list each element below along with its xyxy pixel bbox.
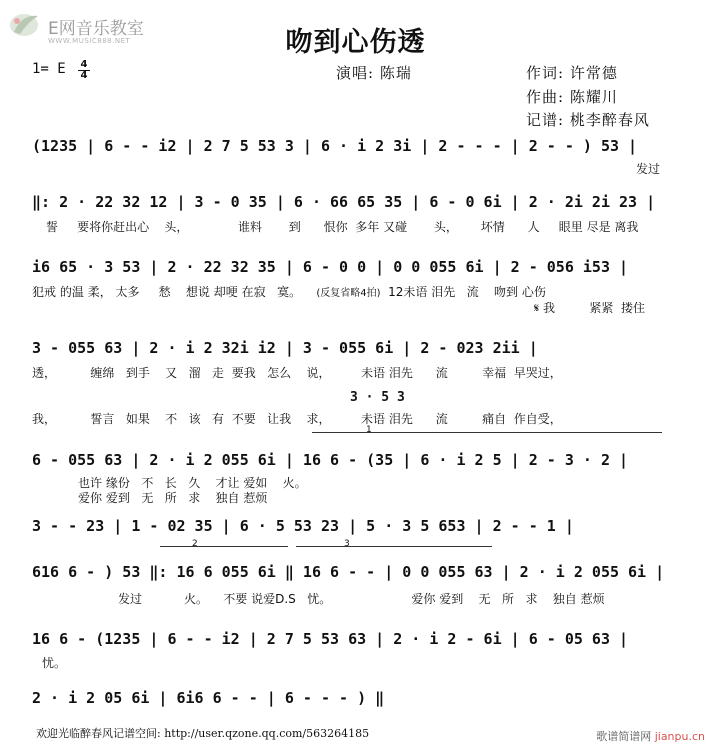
lyric-word: 到手 [125, 366, 150, 380]
logo-url: WWW.MUSIC888.NET [48, 37, 131, 45]
lyric-word: 求， [306, 412, 331, 426]
lyric-word: 缘份 [105, 476, 130, 490]
lyric-word: 眼里 [558, 220, 583, 234]
lyric-word: 溜 [188, 366, 201, 380]
lyric-word: 却哽 [213, 285, 238, 299]
notation-row-1: (1235 | 6 - - i2 | 2 7 5 53 3 | 6 · i 2 3i | 2 - - - | 2 - - ) 53 | [32, 137, 638, 155]
lyricist-credit: 作词: 许常德 [526, 64, 618, 82]
lyric-word: 吻到 [494, 285, 519, 299]
notation-row-7: 616 6 - ) 53 ‖: 16 6 055 6i ‖ 16 6 - - | 0 0 055 63 | 2 · i 2 055 6i | [32, 563, 665, 581]
lyric-word: 多年 [355, 220, 380, 234]
time-signature-top: 4 [80, 59, 88, 70]
lyric-word: 爱如 [243, 476, 268, 490]
lyric-word: 不要 [231, 412, 256, 426]
lyric-row-3-second [534, 299, 645, 316]
singer-credit: 演唱: 陈瑞 [336, 64, 412, 82]
lyric-word: 火。 [183, 592, 208, 606]
lyric-row-8: 忧。 [42, 656, 67, 670]
dal-segno-mark: D.S [275, 592, 296, 606]
lyric-word: 要将你赶出心 [77, 220, 150, 234]
site-watermark [596, 728, 705, 744]
composer-credit: 作曲: 陈耀川 [526, 88, 618, 106]
lyric-word: 寞。 [277, 285, 302, 299]
lyric-word: 头， [433, 220, 458, 234]
lyric-word: 誓 [46, 220, 59, 234]
notation-row-8: 16 6 - (1235 | 6 - - i2 | 2 7 5 53 63 | 2 · i 2 - 6i | 6 - 05 63 | [32, 630, 629, 648]
footer-note: 欢迎光临醉春风记谱空间: http://user.qzone.qq.com/563264185 [36, 727, 370, 740]
lyric-word: 爱你 [78, 491, 103, 505]
lyric-word: 泪先 [431, 285, 456, 299]
lyric-row-2 [46, 218, 638, 235]
lyric-word: 流 [435, 412, 448, 426]
transcriber-credit: 记谱: 桃李醉春风 [526, 111, 650, 129]
lyric-word: 未语 [360, 366, 385, 380]
notation-row-3: i6 65 · 3 53 | 2 · 22 32 35 | 6 - 0 0 | 0 0 055 6i | 2 - 056 i53 | [32, 258, 629, 276]
key-signature: 1= E [32, 61, 66, 77]
segno-icon: 𝄋 [534, 301, 540, 315]
lyric-word: 也许 [78, 476, 103, 490]
lyric-word: 又碰 [383, 220, 408, 234]
lyric-word: 想说 [185, 285, 210, 299]
lyric-word: 如果 [125, 412, 150, 426]
volta-number-3: 3 [344, 539, 350, 549]
notation-row-5: 6 - 055 63 | 2 · i 2 055 6i | 16 6 - (35 | 6 · i 2 5 | 2 - 3 · 2 | [32, 451, 629, 469]
notation-row-6: 3 - - 23 | 1 - 02 35 | 6 · 5 53 23 | 5 · 3 5 653 | 2 - - 1 | [32, 517, 574, 535]
song-title: 吻到心伤透 [285, 27, 426, 58]
lyric-word: 离我 [614, 220, 639, 234]
lyric-word: 紧紧 [589, 301, 614, 315]
lyric-word: 愁 [158, 285, 171, 299]
lyric-word: 搂住 [621, 301, 646, 315]
volta-bracket-3 [296, 546, 492, 547]
lyric-word: 无 [141, 491, 154, 505]
lyric-word: 泪先 [388, 366, 413, 380]
lyric-row-5-second [78, 489, 267, 506]
lyric-word: 12未语 [388, 285, 428, 299]
lyric-word: 头， [164, 220, 189, 234]
lyric-word: 尽是 [586, 220, 611, 234]
lyric-word: 流 [466, 285, 479, 299]
lyric-word: 求 [188, 491, 201, 505]
volta-bracket-2 [160, 546, 288, 547]
lyric-word: 誓言 [90, 412, 115, 426]
time-signature [78, 60, 90, 81]
lyric-word: 忧。 [307, 592, 332, 606]
logo-name: E网音乐教室 [48, 19, 144, 39]
lyric-word: 心伤 [521, 285, 546, 299]
lyric-word: 的温 [59, 285, 84, 299]
lyric-word: 恨你 [323, 220, 348, 234]
notation-row-9: 2 · i 2 05 6i | 6i6 6 - - | 6 - - - ) ‖ [32, 689, 385, 707]
lyric-row-1: 发过 [636, 162, 661, 176]
lyric-row-4-second [32, 410, 562, 427]
lyric-word: 不 [141, 476, 154, 490]
lyric-word: 独自 [552, 592, 577, 606]
lyric-word: 柔， [87, 285, 112, 299]
lyric-word: 发过 [118, 592, 143, 606]
volta-number-1: 1 [366, 425, 372, 435]
lyric-word: 爱到 [439, 592, 464, 606]
volta-number-2: 2 [192, 539, 198, 549]
lyric-word: 惹烦 [580, 592, 605, 606]
lyric-word: 怎么 [267, 366, 292, 380]
lyric-word: 惹烦 [243, 491, 268, 505]
lyric-word: 才让 [215, 476, 240, 490]
lyric-word: 所 [164, 491, 177, 505]
lyric-word: 不要 [223, 592, 248, 606]
lyric-word: 爱到 [105, 491, 130, 505]
lyric-word: 爱你 [411, 592, 436, 606]
lyric-word: 求 [525, 592, 538, 606]
lyric-word: 缠绵 [90, 366, 115, 380]
lyric-word: 火。 [282, 476, 307, 490]
lyric-word: 痛自 [482, 412, 507, 426]
lyric-word: 独自 [215, 491, 240, 505]
lyric-word: 该 [188, 412, 201, 426]
lyric-word: 透， [32, 366, 57, 380]
lyric-word: 太多 [115, 285, 140, 299]
lyric-row-4 [32, 364, 562, 381]
lyric-word: 泪先 [388, 412, 413, 426]
lyric-word: 让我 [267, 412, 292, 426]
lyric-word: 有 [212, 412, 225, 426]
watermark-url: jianpu.cn [654, 730, 705, 743]
lyric-word: 到 [288, 220, 301, 234]
lyric-word: 要我 [231, 366, 256, 380]
lyric-word: 所 [501, 592, 514, 606]
lyric-row-7 [118, 590, 605, 607]
lyric-row-3 [32, 283, 546, 300]
triplet-marking: 3 · 5 3 [350, 390, 405, 405]
lyric-word: 久 [188, 476, 201, 490]
lyric-word: 走 [212, 366, 225, 380]
lyric-word: 我， [32, 412, 57, 426]
lyric-word: 长 [164, 476, 177, 490]
lyric-word: 早哭过， [513, 366, 562, 380]
lyric-word: 流 [435, 366, 448, 380]
time-signature-bottom: 4 [80, 70, 88, 81]
lyric-word: 未语 [360, 412, 385, 426]
lyric-word: 无 [478, 592, 491, 606]
lyric-word: 谁料 [237, 220, 262, 234]
notation-row-4: 3 - 055 63 | 2 · i 2 32i i2 | 3 - 055 6i | 2 - 023 2ii | [32, 339, 538, 357]
lyric-word: 我 [543, 301, 556, 315]
lyric-word: 又 [165, 366, 178, 380]
lyric-word: 幸福 [482, 366, 507, 380]
lyric-word: 说爱 [251, 592, 276, 606]
lyric-word: 作自受， [513, 412, 562, 426]
lyric-word: 说， [306, 366, 331, 380]
lyric-word: 坏情 [480, 220, 505, 234]
lyric-word: 犯戒 [32, 285, 57, 299]
notation-row-2: ‖: 2 · 22 32 12 | 3 - 0 35 | 6 · 66 65 35 | 6 - 0 6i | 2 · 2i 2i 23 | [32, 193, 656, 211]
lyric-word: 不 [165, 412, 178, 426]
lyric-word: 人 [527, 220, 540, 234]
watermark-site: 歌谱简谱网 [596, 730, 652, 743]
volta-bracket-1 [312, 432, 662, 433]
lyric-word: 在寂 [241, 285, 266, 299]
repeat-note: (反复省略4拍) [316, 288, 381, 299]
